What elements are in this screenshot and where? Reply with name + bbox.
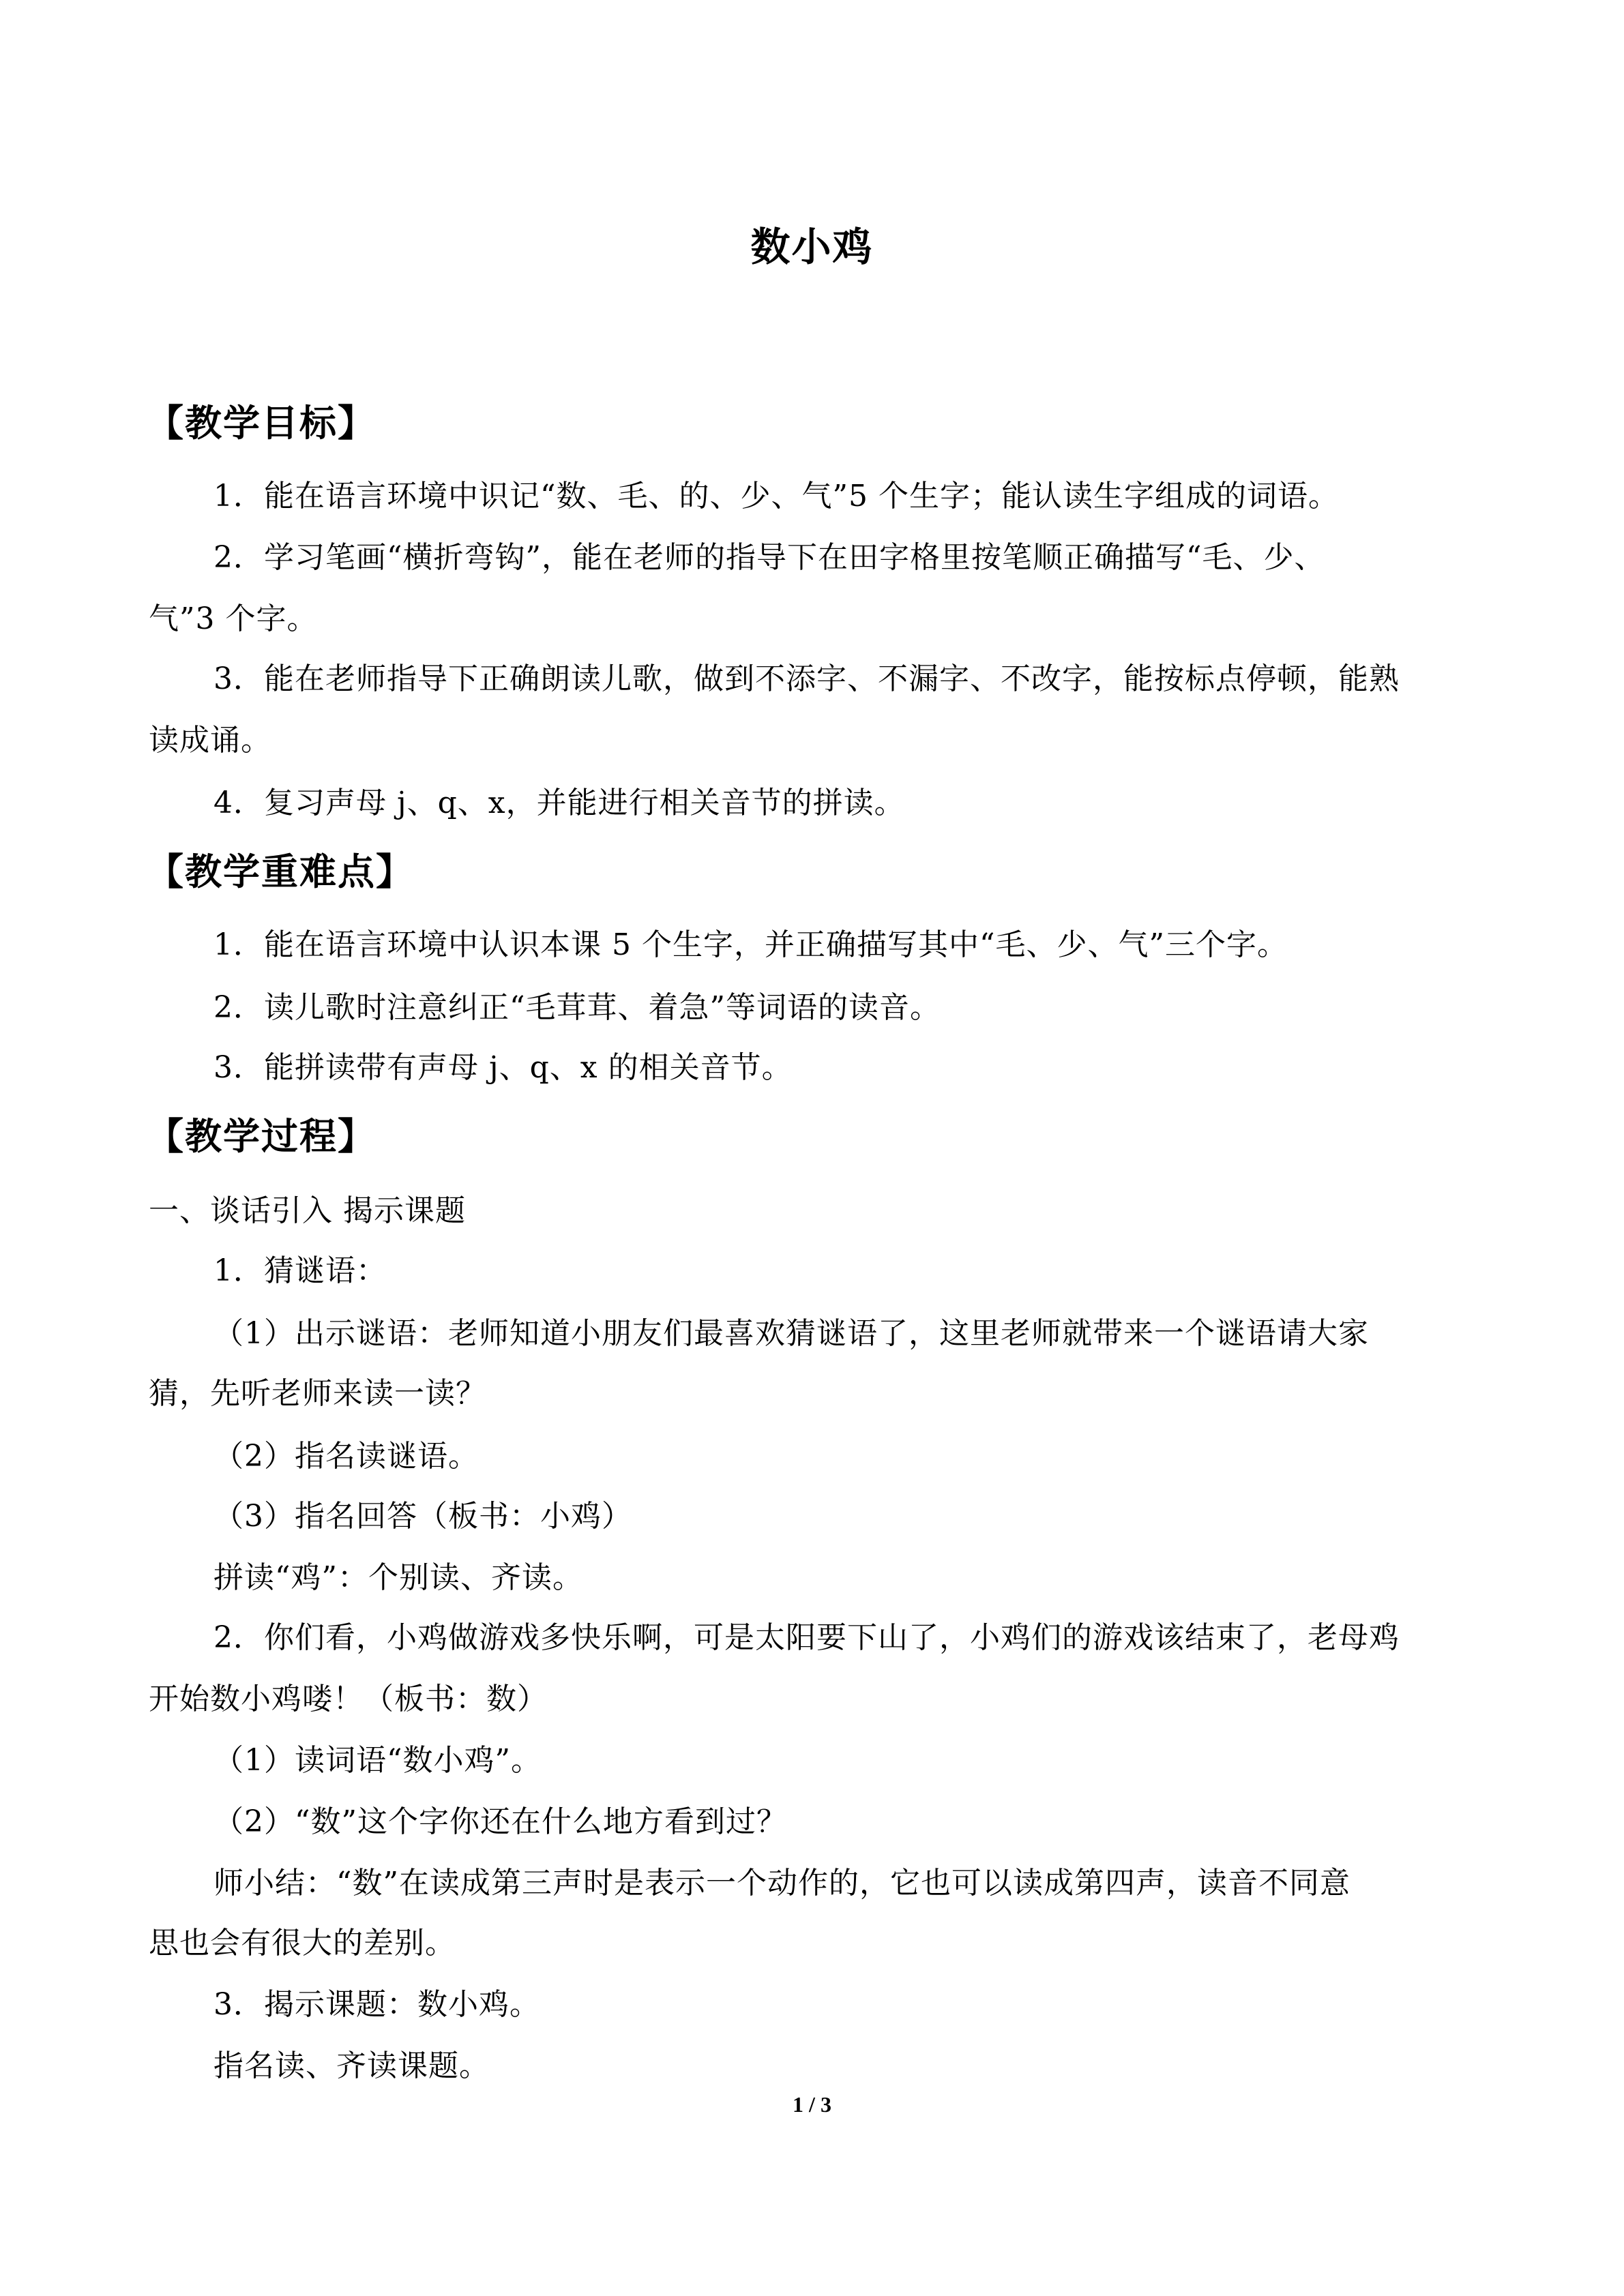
objective-line-1: 1．能在语言环境中识记“数、毛、的、少、气”5 个生字；能认读生字组成的词语。 (213, 479, 1339, 513)
section-heading-key-points: 【教学重难点】 (147, 850, 414, 893)
process-line-10: （1）读词语“数小鸡”。 (213, 1743, 542, 1778)
process-line-1: 一、谈话引入 揭示课题 (149, 1193, 466, 1228)
objective-line-4: 4．复习声母 j、q、x，并能进行相关音节的拼读。 (213, 786, 905, 820)
process-line-14: 3．揭示课题：数小鸡。 (213, 1987, 540, 2022)
objective-line-2-cont: 气”3 个字。 (149, 601, 318, 636)
process-line-15: 指名读、齐读课题。 (213, 2048, 490, 2083)
process-line-7: 拼读“鸡”：个别读、齐读。 (213, 1560, 583, 1595)
process-line-2: 1．猜谜语： (213, 1253, 387, 1288)
page-number: 1 / 3 (793, 2092, 831, 2117)
section-heading-objectives: 【教学目标】 (147, 402, 376, 445)
process-line-12: 师小结：“数”在读成第三声时是表示一个动作的，它也可以读成第四声，读音不同意 (213, 1866, 1350, 1900)
process-line-4: 猜，先听老师来读一读？ (149, 1376, 486, 1411)
process-line-11: （2）“数”这个字你还在什么地方看到过？ (213, 1804, 787, 1839)
process-line-5: （2）指名读谜语。 (213, 1439, 479, 1474)
process-line-3: （1）出示谜语：老师知道小朋友们最喜欢猜谜语了，这里老师就带来一个谜语请大家 (213, 1316, 1369, 1351)
key-point-line-2: 2．读儿歌时注意纠正“毛茸茸、着急”等词语的读音。 (213, 990, 941, 1025)
process-line-8: 2．你们看，小鸡做游戏多快乐啊，可是太阳要下山了，小鸡们的游戏该结束了，老母鸡 (213, 1620, 1400, 1655)
objective-line-2: 2．学习笔画“横折弯钩”，能在老师的指导下在田字格里按笔顺正确描写“毛、少、 (213, 540, 1325, 575)
section-heading-process: 【教学过程】 (147, 1115, 376, 1158)
process-line-6: （3）指名回答（板书：小鸡） (213, 1499, 632, 1534)
document-title: 数小鸡 (750, 224, 874, 270)
key-point-line-3: 3．能拼读带有声母 j、q、x 的相关音节。 (213, 1050, 793, 1085)
objective-line-3: 3．能在老师指导下正确朗读儿歌，做到不添字、不漏字、不改字，能按标点停顿，能熟 (213, 661, 1400, 696)
process-line-9: 开始数小鸡喽！（板书：数） (149, 1682, 548, 1716)
key-point-line-1: 1．能在语言环境中认识本课 5 个生字，并正确描写其中“毛、少、气”三个字。 (213, 927, 1288, 962)
objective-line-3-cont: 读成诵。 (149, 723, 271, 758)
process-line-13: 思也会有很大的差别。 (149, 1926, 456, 1960)
